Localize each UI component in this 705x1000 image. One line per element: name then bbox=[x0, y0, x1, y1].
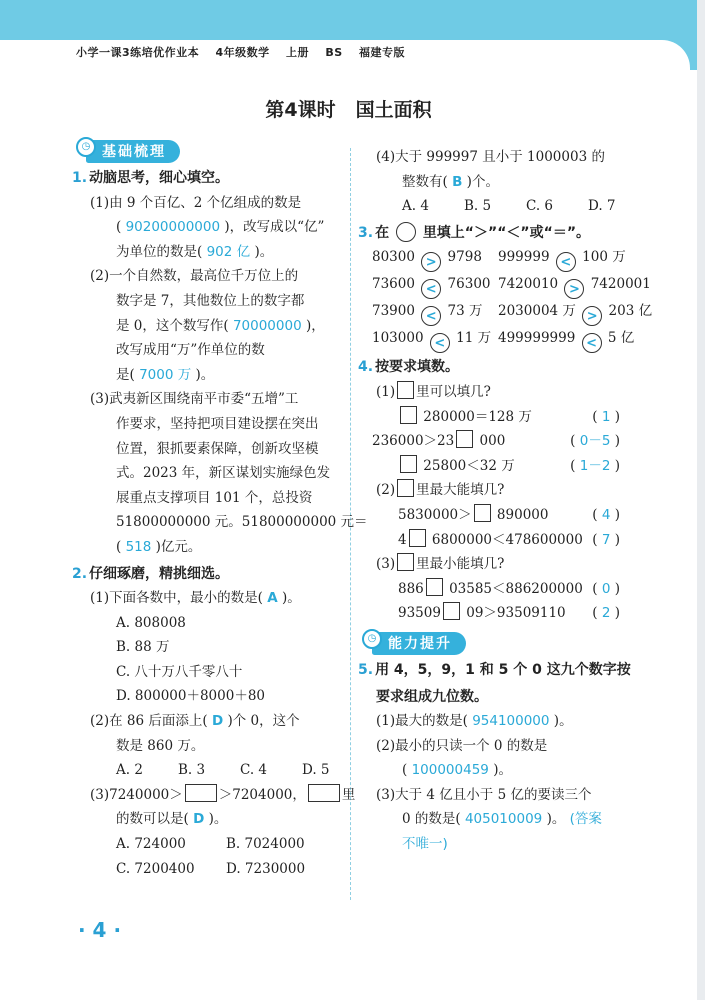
comparison-operand: 103000 bbox=[372, 330, 424, 347]
clock-icon: ◷ bbox=[76, 137, 96, 157]
comparison-answer[interactable]: < bbox=[582, 333, 602, 353]
running-header bbox=[76, 44, 417, 60]
comparison-answer[interactable]: < bbox=[421, 279, 441, 299]
q1-2-line: 是 0，这个数写作( 70000000 )， bbox=[116, 317, 325, 334]
q1-2-line: 是( 7000 万 )。 bbox=[116, 366, 215, 383]
comparison-item bbox=[372, 326, 498, 353]
q4-1-row: 236000＞23 000 ( 0－5 ) bbox=[358, 429, 634, 454]
q1-3-line: ( 518 )亿元。 bbox=[116, 538, 202, 555]
comparison-operand: 9798 bbox=[447, 249, 482, 266]
option-row bbox=[358, 194, 634, 219]
answer: 405010009 bbox=[464, 811, 543, 828]
option: D. 7 bbox=[588, 198, 616, 215]
section-badge-advanced bbox=[362, 632, 466, 656]
option-row bbox=[72, 758, 348, 783]
option: A. 4 bbox=[402, 198, 429, 215]
answer: 902 亿 bbox=[206, 243, 251, 260]
blank-box[interactable] bbox=[185, 784, 217, 802]
q1-1-line: ( 90200000000 )，改写成以“亿” bbox=[116, 219, 325, 236]
option: C. 6 bbox=[526, 198, 554, 215]
comparison-item bbox=[372, 272, 498, 299]
question-4-title: 4. 按要求填数。 bbox=[358, 359, 460, 376]
answer: 100000459 bbox=[411, 762, 489, 779]
option: C. 4 bbox=[240, 762, 268, 779]
answer: A bbox=[267, 590, 278, 607]
option: A. 2 bbox=[116, 762, 143, 779]
blank-box bbox=[397, 479, 414, 497]
answer: 7 bbox=[601, 531, 611, 548]
left-column bbox=[72, 140, 368, 881]
blank-box[interactable] bbox=[443, 602, 460, 620]
volume: 上册 bbox=[286, 46, 309, 59]
comparison-answer[interactable]: > bbox=[564, 279, 584, 299]
q2-3-stem: (3)7240000＞ ＞7204000， 里 bbox=[72, 783, 348, 808]
q1-1-line: (1)由 9 个百亿、2 个亿组成的数是 bbox=[90, 194, 302, 211]
comparison-answer[interactable]: < bbox=[430, 333, 450, 353]
comparison-item bbox=[498, 299, 652, 326]
question-5-title-line2: 要求组成九位数。 bbox=[376, 688, 488, 705]
comparison-item bbox=[498, 326, 634, 353]
answer: 90200000000 bbox=[125, 219, 221, 236]
comparison-item bbox=[372, 245, 498, 272]
blank-box[interactable] bbox=[426, 578, 443, 596]
answer: D bbox=[211, 713, 224, 730]
comparison-operand: 76300 bbox=[447, 276, 491, 293]
q1-3-line: 式。2023 年，新区谋划实施绿色发 bbox=[116, 465, 331, 482]
answer: 1 bbox=[601, 408, 611, 425]
section-label: 能力提升 bbox=[372, 632, 466, 655]
q4-1-head: (1) 里可以填几? bbox=[358, 380, 634, 405]
answer: 0－5 bbox=[579, 433, 611, 450]
question-1-title: 1. 动脑思考，细心填空。 bbox=[72, 170, 230, 186]
answer: D bbox=[193, 811, 205, 828]
comparison-operand: 7420010 bbox=[498, 276, 559, 293]
q2-1-stem: (1)下面各数中，最小的数是( A )。 bbox=[90, 590, 301, 607]
edition: BS bbox=[325, 46, 343, 59]
blank-box[interactable] bbox=[308, 784, 340, 802]
comparison-answer[interactable]: > bbox=[582, 306, 602, 326]
blank-box[interactable] bbox=[400, 406, 417, 424]
answer: 2 bbox=[601, 605, 611, 622]
option: C. 7200400 bbox=[116, 860, 195, 877]
comparison-operand: 999999 bbox=[498, 249, 550, 266]
option-row bbox=[72, 832, 348, 857]
q1-2-line: 数字是 7，其他数位上的数字都 bbox=[116, 292, 305, 309]
q5-2-line: (2)最小的只读一个 0 的数是 bbox=[376, 737, 548, 754]
comparison-grid bbox=[358, 245, 653, 353]
q2-4-line: 整数有( B )个。 bbox=[402, 173, 499, 190]
blank-box[interactable] bbox=[474, 504, 491, 522]
comparison-item bbox=[498, 272, 651, 299]
comparison-operand: 5 亿 bbox=[607, 330, 635, 347]
question-5-title: 5. 用 4，5，9，1 和 5 个 0 这九个数字按 bbox=[358, 661, 631, 678]
q1-1-line: 为单位的数是( 902 亿 )。 bbox=[116, 243, 274, 260]
answer: B bbox=[452, 173, 463, 190]
q2-2-stem: (2)在 86 后面添上( D )个 0，这个 bbox=[90, 713, 300, 730]
q2-3-line: 的数可以是( D )。 bbox=[116, 811, 228, 828]
blank-box[interactable] bbox=[400, 455, 417, 473]
comparison-operand: 499999999 bbox=[498, 330, 576, 347]
answer: 7000 万 bbox=[139, 366, 192, 383]
comparison-operand: 73 万 bbox=[447, 303, 483, 320]
question-2-title: 2. 仔细琢磨，精挑细选。 bbox=[72, 565, 230, 582]
question-3-title: 3. 在 里填上“＞”“＜”或“＝”。 bbox=[358, 221, 634, 246]
option-row bbox=[72, 857, 348, 882]
section-label: 基础梳理 bbox=[86, 140, 180, 163]
comparison-answer[interactable]: < bbox=[421, 306, 441, 326]
q4-2-row: 5830000＞ 890000 ( 4 ) bbox=[358, 503, 634, 528]
comparison-row bbox=[358, 272, 651, 299]
option: B. 7024000 bbox=[226, 836, 305, 853]
comparison-answer[interactable]: < bbox=[556, 252, 576, 272]
comparison-operand: 73600 bbox=[372, 276, 415, 293]
page-title bbox=[0, 95, 697, 122]
q4-3-row: 93509 09＞93509110 ( 2 ) bbox=[358, 601, 634, 626]
comparison-operand: 100 万 bbox=[582, 249, 626, 266]
option: B. 88 万 bbox=[116, 639, 170, 656]
comparison-operand: 7420001 bbox=[590, 276, 651, 293]
grade-subject: 4年级数学 bbox=[215, 46, 270, 59]
q4-3-head: (3) 里最小能填几? bbox=[358, 552, 634, 577]
q4-3-row: 886 03585＜886200000 ( 0 ) bbox=[358, 577, 634, 602]
q1-3-line: 51800000000 元。51800000000 元＝ bbox=[116, 514, 368, 531]
page-number: · 4 · bbox=[78, 918, 122, 942]
blank-box[interactable] bbox=[409, 529, 426, 547]
comparison-operand: 2030004 万 bbox=[498, 303, 576, 320]
q5-3-line: 0 的数是( 405010009 )。 (答案 bbox=[402, 811, 602, 828]
answer: 1－2 bbox=[579, 457, 611, 474]
comparison-row bbox=[358, 299, 653, 326]
option: B. 3 bbox=[178, 762, 206, 779]
lesson-topic: 国土面积 bbox=[355, 99, 432, 121]
comparison-row bbox=[358, 326, 634, 353]
book-name: 小学一课3练培优作业本 bbox=[76, 46, 200, 59]
q5-3-line bbox=[358, 832, 634, 857]
circle-symbol bbox=[396, 222, 416, 242]
blank-box bbox=[397, 381, 414, 399]
option: A. 724000 bbox=[116, 836, 186, 853]
q4-1-row: 25800＜32 万 ( 1－2 ) bbox=[358, 454, 634, 479]
q4-2-row: 4 6800000＜478600000 ( 7 ) bbox=[358, 528, 634, 553]
q4-1-row: 280000＝128 万 ( 1 ) bbox=[358, 405, 634, 430]
clock-icon: ◷ bbox=[362, 629, 382, 649]
comparison-operand: 80300 bbox=[372, 249, 415, 266]
q4-2-head: (2) 里最大能填几? bbox=[358, 478, 634, 503]
answer: 518 bbox=[125, 538, 152, 555]
q1-3-line: 作要求，坚持把项目建设摆在突出 bbox=[116, 415, 319, 432]
option: D. 800000＋8000＋80 bbox=[116, 688, 265, 705]
answer: 0 bbox=[601, 580, 611, 597]
answer-note: (答案 bbox=[569, 811, 602, 828]
comparison-item bbox=[372, 299, 498, 326]
answer: 4 bbox=[601, 506, 611, 523]
option: C. 八十万八千零八十 bbox=[116, 663, 243, 680]
q1-2-line: (2)一个自然数，最高位千万位上的 bbox=[90, 268, 299, 285]
blank-box bbox=[397, 553, 414, 571]
comparison-item bbox=[498, 245, 626, 272]
q5-1-line: (1)最大的数是( 954100000 )。 bbox=[376, 713, 573, 730]
q2-4-line: (4)大于 999997 且小于 1000003 的 bbox=[376, 149, 605, 165]
q1-2-line: 改写成用“万”作单位的数 bbox=[116, 342, 265, 359]
comparison-operand: 73900 bbox=[372, 303, 415, 320]
q1-3-line: 位置，狠抓要素保障，创新攻坚模 bbox=[116, 440, 319, 457]
option: D. 7230000 bbox=[226, 860, 306, 877]
answer: 70000000 bbox=[232, 317, 302, 334]
answer-note: 不唯一) bbox=[402, 836, 448, 853]
option: B. 5 bbox=[464, 198, 492, 215]
option: D. 5 bbox=[302, 762, 330, 779]
comparison-answer[interactable]: > bbox=[421, 252, 441, 272]
q2-2-line: 数是 860 万。 bbox=[116, 737, 205, 754]
q1-3-line: (3)武夷新区围绕南平市委“五增”工 bbox=[90, 391, 299, 408]
comparison-operand: 11 万 bbox=[456, 330, 492, 347]
section-badge-basic bbox=[76, 140, 180, 164]
right-column bbox=[358, 145, 653, 857]
q5-2-line: ( 100000459 )。 bbox=[402, 762, 512, 779]
option: A. 808008 bbox=[116, 614, 186, 631]
answer: 954100000 bbox=[472, 713, 550, 730]
comparison-row bbox=[358, 245, 634, 272]
lesson-number: 第4课时 bbox=[265, 99, 336, 121]
q5-3-line: (3)大于 4 亿且小于 5 亿的要读三个 bbox=[376, 786, 592, 803]
blank-box[interactable] bbox=[456, 430, 473, 448]
q1-3-line: 展重点支撑项目 101 个，总投资 bbox=[116, 489, 313, 506]
comparison-operand: 203 亿 bbox=[608, 303, 653, 320]
region: 福建专版 bbox=[359, 46, 405, 59]
